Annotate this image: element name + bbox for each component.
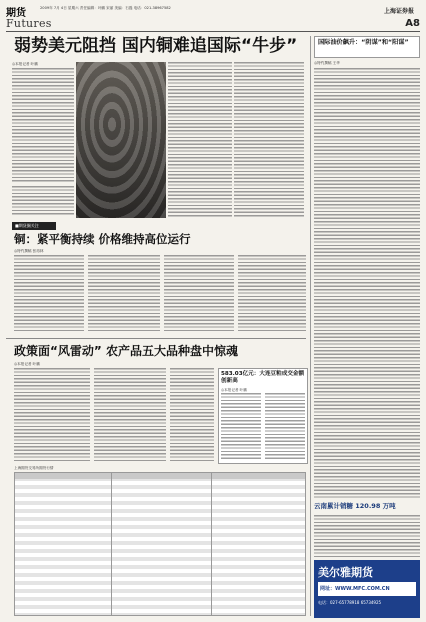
dalian-byline: ◎本报记者 叶鹏 [221,388,247,392]
main-article-col2 [168,62,232,218]
yunnan-headline: 云南累计销糖 120.98 万吨 [314,502,396,510]
dalian-col1 [221,393,261,461]
ad-website[interactable]: 网址：WWW.MFC.COM.CN [318,582,416,596]
copper-col4 [238,255,306,333]
sidebar-article-body [314,68,420,498]
copper-col3 [164,255,234,333]
ad-phone: 电话：027-65778918 65734925 [318,600,382,605]
ad-logo: 美尔雅期货 [318,566,373,579]
main-article-col1b [12,186,74,216]
policy-byline: ◎本报记者 叶鹏 [14,362,40,366]
policy-headline: 政策面“风雷动” 农产品五大品种盘中惊魂 [14,344,238,358]
copper-col2 [88,255,160,333]
section-divider [6,338,306,339]
copper-coils-photo [76,62,166,218]
page-number: A8 [405,18,420,29]
sidebar-title-box [314,36,420,58]
main-article-col1 [12,68,74,182]
paper-short-name: 期货 [6,8,26,19]
copper-byline: ◎特约撰稿 张再林 [14,249,44,253]
paper-name: 上海证券报 [383,8,414,15]
dalian-col2 [265,393,305,461]
sidebar-headline: 国际油价飙升：“阴谋”和“阳谋” [318,39,409,46]
copper-col1 [14,255,84,333]
masthead [6,4,420,32]
sidebar-byline: ◎特约撰稿 王华 [314,61,340,65]
column-divider [310,36,311,616]
main-byline: ◎本报记者 叶鹏 [12,62,38,66]
ad-banner[interactable] [314,560,420,618]
market-table [14,472,306,616]
table-col-divider-2 [211,473,212,615]
main-headline: 弱势美元阻挡 国内铜难追国际“牛步” [14,36,298,56]
section-tag: ■期货圈关注 [12,222,56,230]
table-caption: 上海期货交易所期货行情 [14,466,54,470]
issue-meta: 2009年 7月 4日 星期六 责任编辑：叶鹏 宋丽 美编：石磊 电话：021-38967582 [40,6,171,10]
yunnan-body [314,515,420,557]
policy-col1 [14,368,90,462]
dalian-box [218,368,308,464]
policy-col2 [94,368,166,462]
main-article-col3 [234,62,304,218]
copper-headline: 铜：紧平衡持续 价格维持高位运行 [14,232,191,246]
policy-col3 [170,368,214,462]
dalian-headline: 583.03亿元：大连豆粕成交金额创新高 [221,371,305,384]
section-name: Futures [6,17,52,30]
table-col-divider-1 [111,473,112,615]
yunnan-box [314,502,420,514]
table-header-row [15,473,305,479]
